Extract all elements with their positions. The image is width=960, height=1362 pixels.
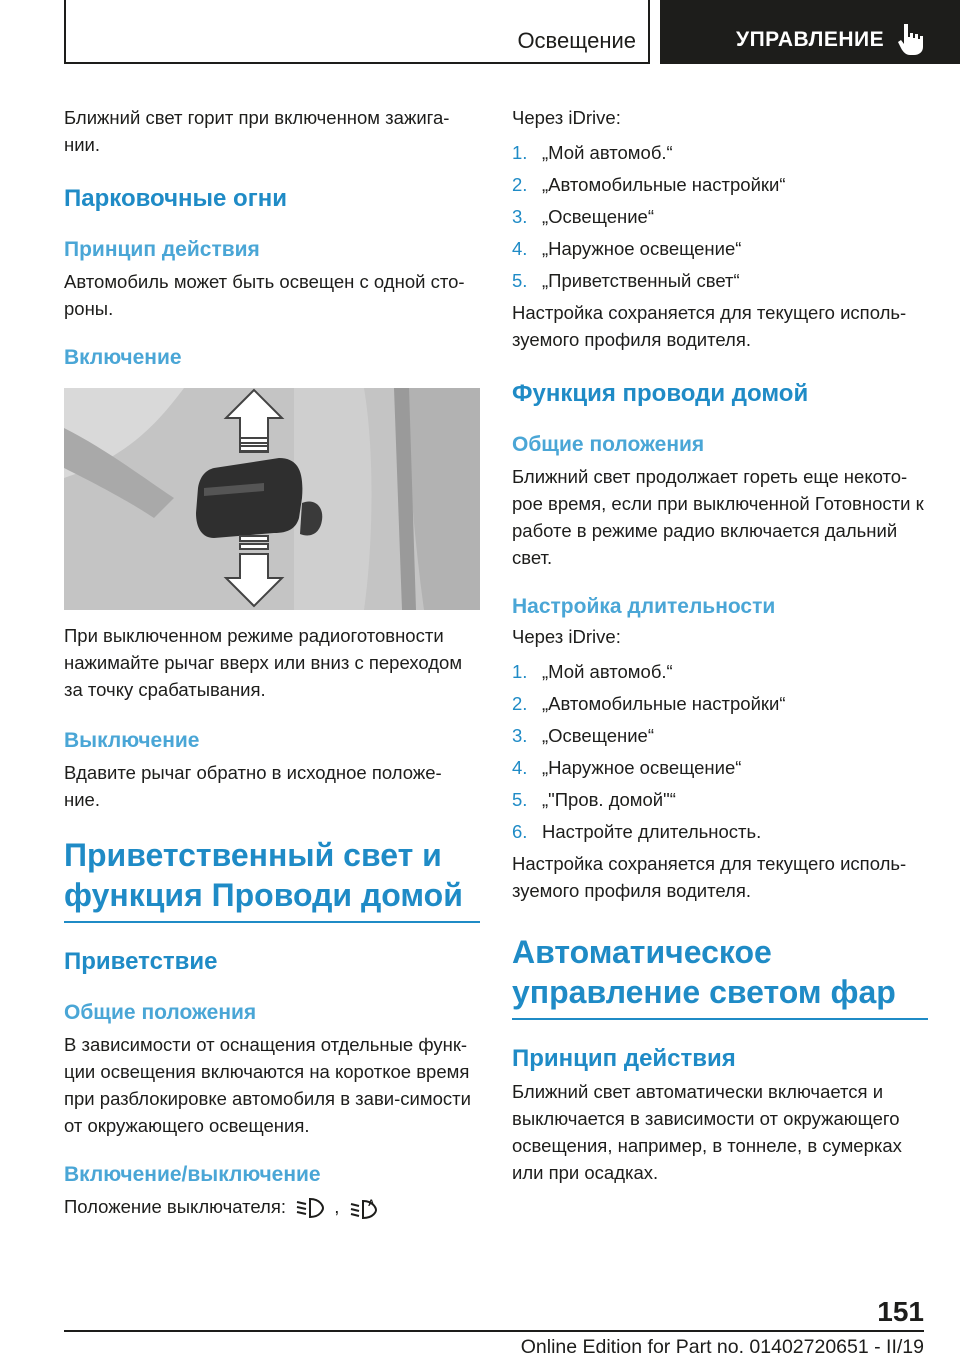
auto-heading-block bbox=[512, 932, 928, 1020]
list-item: 2. „Автомобильные настройки“ bbox=[512, 693, 786, 714]
auto-principle-text: Ближний свет автоматически включается и выключается в зависимости от окружающего освещения, например, в тоннеле, в сумерках или при осадках. bbox=[512, 1081, 902, 1183]
switch-off-text: Вдавите рычаг обратно в исходное положе-ние. bbox=[64, 762, 442, 810]
list-item: 5. „"Пров. домой"“ bbox=[512, 789, 676, 810]
header-chapter-title: УПРАВЛЕНИЕ bbox=[736, 28, 885, 51]
svg-text:A: A bbox=[367, 1198, 375, 1209]
auto-headlight-heading: Автоматическое управление светом фар bbox=[512, 934, 896, 1010]
home-general-text: Ближний свет продолжает гореть еще некото-рое время, если при выключенной Готовности к работе в режиме радио включается дальний свет. bbox=[512, 466, 924, 568]
intro-text: Ближний свет горит при включенном зажига-нии. bbox=[64, 107, 450, 155]
idrive-path-label-2: Через iDrive: bbox=[512, 626, 621, 647]
duration-heading: Настройка длительности bbox=[512, 595, 776, 618]
switch-position-text: Положение выключателя: bbox=[64, 1196, 287, 1217]
welcome-light-heading: Приветственный свет и функция Проводи домой bbox=[64, 837, 463, 913]
welcome-heading-block bbox=[64, 835, 480, 923]
list-item: 4. „Наружное освещение“ bbox=[512, 238, 742, 259]
list-item: 6. Настройте длительность. bbox=[512, 821, 762, 842]
list-item: 5. „Приветственный свет“ bbox=[512, 270, 740, 291]
idrive-path-label-1: Через iDrive: bbox=[512, 107, 621, 128]
pointing-hand-icon bbox=[896, 22, 926, 56]
list-item: 4. „Наружное освещение“ bbox=[512, 757, 742, 778]
greeting-heading: Приветствие bbox=[64, 948, 218, 975]
footer-rule bbox=[64, 1330, 924, 1332]
switch-off-heading: Выключение bbox=[64, 729, 200, 752]
switch-position-line bbox=[64, 1193, 480, 1220]
header-section-title: Освещение bbox=[517, 28, 636, 53]
general-heading: Общие положения bbox=[64, 1001, 257, 1024]
steps-list-1 bbox=[512, 137, 928, 297]
lever-illustration bbox=[64, 388, 480, 610]
list-item: 2. „Автомобильные настройки“ bbox=[512, 174, 786, 195]
list-item: 1. „Мой автомоб.“ bbox=[512, 661, 673, 682]
left-column bbox=[64, 104, 480, 1220]
parking-principle-text: Автомобиль может быть освещен с одной сто-роны. bbox=[64, 271, 465, 319]
page-number: 151 bbox=[877, 1296, 924, 1327]
steps-list-2 bbox=[512, 656, 928, 848]
list-item: 3. „Освещение“ bbox=[512, 206, 655, 227]
parking-principle-heading: Принцип действия bbox=[64, 238, 260, 261]
switch-separator: , bbox=[334, 1196, 340, 1217]
header-section-box bbox=[64, 0, 650, 64]
general-text: В зависимости от оснащения отдельные функ-ции освещения включаются на короткое время при разблокировке автомобиля в зави-симости от окружающего освещения. bbox=[64, 1034, 471, 1136]
saved-note-2: Настройка сохраняется для текущего исполь-зуемого профиля водителя. bbox=[512, 853, 907, 901]
parking-lights-heading: Парковочные огни bbox=[64, 185, 287, 212]
list-item: 3. „Освещение“ bbox=[512, 725, 655, 746]
turn-signal-lever-image bbox=[64, 388, 480, 610]
on-off-heading: Включение/выключение bbox=[64, 1163, 321, 1186]
home-function-heading: Функция проводи домой bbox=[512, 380, 809, 407]
right-column bbox=[512, 104, 928, 1186]
low-beam-icon bbox=[295, 1197, 325, 1219]
auto-headlight-icon bbox=[349, 1197, 379, 1219]
saved-note-1: Настройка сохраняется для текущего исполь-зуемого профиля водителя. bbox=[512, 302, 907, 350]
switch-on-text: При выключенном режиме радиоготовности нажимайте рычаг вверх или вниз с переходом за точку срабатывания. bbox=[64, 625, 463, 700]
home-general-heading: Общие положения bbox=[512, 433, 705, 456]
header-chapter-box bbox=[660, 0, 960, 64]
footer-edition: Online Edition for Part no. 01402720651 - II/19 bbox=[520, 1336, 924, 1358]
switch-on-heading: Включение bbox=[64, 346, 182, 369]
auto-principle-heading: Принцип действия bbox=[512, 1045, 736, 1072]
list-item: 1. „Мой автомоб.“ bbox=[512, 142, 673, 163]
